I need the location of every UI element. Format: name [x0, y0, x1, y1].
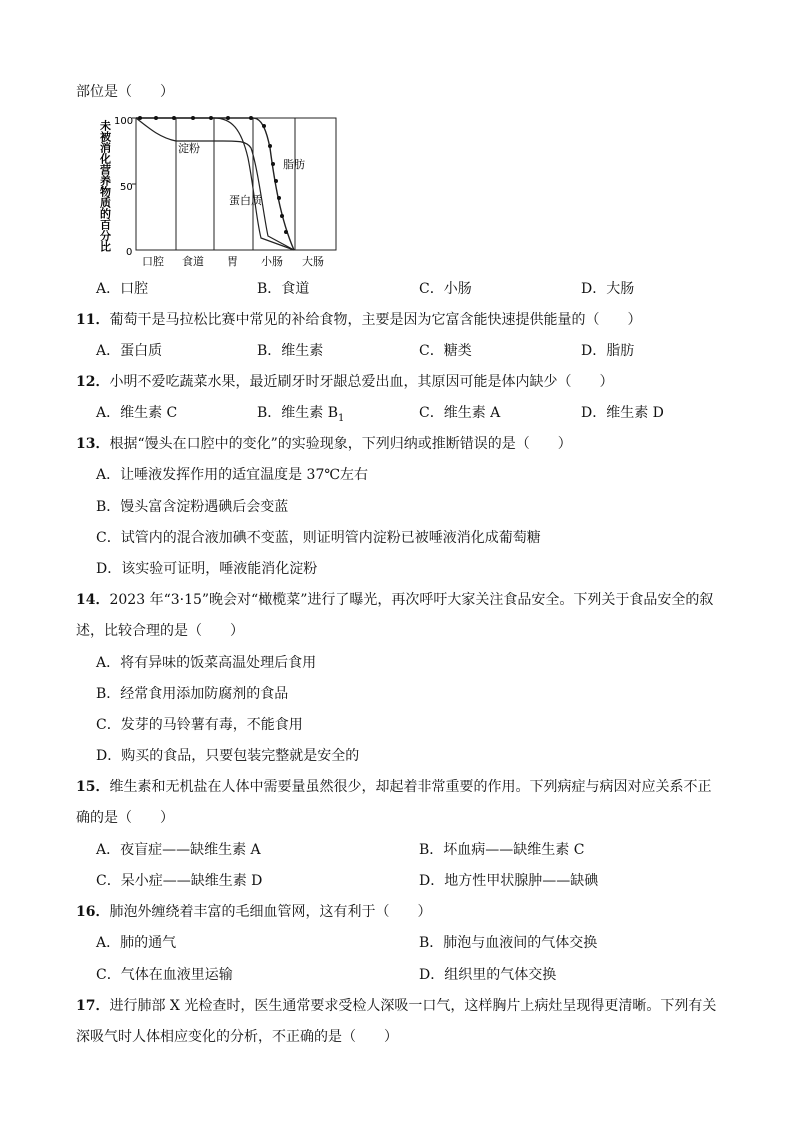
- q15-option-b: B．坏血病——缺维生素 C: [419, 842, 585, 858]
- q14-option-d: D．购买的食品，只要包装完整就是安全的: [96, 748, 360, 764]
- q14-option-a: A．将有异味的饭菜高温处理后食用: [96, 655, 317, 671]
- xlabel-esophagus: 食道: [182, 255, 204, 268]
- q15-stem: 15．维生素和无机盐在人体中需要量虽然很少，却起着非常重要的作用。下列病症与病因对应关系不正: [76, 779, 712, 795]
- q12-option-c: C．维生素 A: [419, 405, 501, 421]
- protein-curve: [136, 118, 294, 250]
- q11-stem: 11．葡萄干是马拉松比赛中常见的补给食物，主要是因为它富含能快速提供能量的（ ）: [76, 312, 642, 328]
- q12-option-d: D．维生素 D: [581, 405, 664, 421]
- q12-stem: 12．小明不爱吃蔬菜水果，最近刷牙时牙龈总爱出血，其原因可能是体内缺少（ ）: [76, 374, 614, 390]
- q10-option-a: A．口腔: [96, 281, 149, 297]
- q10-stem-tail: 部位是（ ）: [76, 84, 174, 100]
- q11-option-d: D．脂肪: [581, 343, 635, 359]
- q14-option-c: C．发芽的马铃薯有毒，不能食用: [96, 717, 303, 733]
- label-starch: 淀粉: [178, 142, 200, 155]
- q16-stem: 16．肺泡外缠绕着丰富的毛细血管网，这有利于（ ）: [76, 904, 432, 920]
- q13-stem: 13．根据“馒头在口腔中的变化”的实验现象，下列归纳或推断错误的是（ ）: [76, 436, 572, 452]
- fat-curve: [136, 118, 294, 250]
- label-fat: 脂肪: [283, 158, 305, 171]
- chart-ylabel: 未被消化营养物质的百分比: [98, 120, 112, 252]
- q11-option-c: C．糖类: [419, 343, 472, 359]
- ytick-0: 0: [126, 247, 133, 258]
- digestion-chart: [96, 108, 346, 270]
- q13-option-d: D．该实验可证明，唾液能消化淀粉: [96, 561, 318, 577]
- q14-option-b: B．经常食用添加防腐剂的食品: [96, 686, 289, 702]
- ytick-100: 100: [114, 116, 134, 127]
- q15-option-c: C．呆小症——缺维生素 D: [96, 873, 263, 889]
- q10-option-d: D．大肠: [581, 281, 635, 297]
- q17-stem: 17．进行肺部 X 光检查时，医生通常要求受检人深吸一口气，这样胸片上病灶呈现得更清晰。下列有关: [76, 998, 717, 1014]
- q16-option-a: A．肺的通气: [96, 935, 177, 951]
- q11-option-b: B．维生素: [257, 343, 324, 359]
- xlabel-mouth: 口腔: [142, 255, 164, 268]
- q13-option-b: B．馒头富含淀粉遇碘后会变蓝: [96, 499, 289, 515]
- xlabel-stomach: 胃: [227, 255, 238, 268]
- q15-stem-cont: 确的是（ ）: [76, 810, 174, 826]
- q12-option-a: A．维生素 C: [96, 405, 178, 421]
- q13-option-c: C．试管内的混合液加碘不变蓝，则证明管内淀粉已被唾液消化成葡萄糖: [96, 530, 541, 546]
- q11-option-a: A．蛋白质: [96, 343, 163, 359]
- starch-curve: [136, 118, 294, 250]
- q15-option-d: D．地方性甲状腺肿——缺碘: [419, 873, 599, 889]
- fat-curve-points: [138, 116, 288, 234]
- q14-stem: 14．2023 年“3·15”晚会对“橄榄菜”进行了曝光，再次呼吁大家关注食品安全。下列关于食品安全的叙: [76, 592, 714, 608]
- ytick-50: 50: [120, 182, 133, 193]
- q16-option-d: D．组织里的气体交换: [419, 967, 557, 983]
- q12-option-b: B．维生素 $B_1$: [257, 405, 345, 424]
- q10-option-b: B．食道: [257, 281, 310, 297]
- q13-option-a: A．让唾液发挥作用的适宜温度是 37℃左右: [96, 467, 369, 483]
- q16-option-c: C．气体在血液里运输: [96, 967, 233, 983]
- q10-option-c: C．小肠: [419, 281, 472, 297]
- xlabel-small-intestine: 小肠: [261, 255, 283, 268]
- q15-option-a: A．夜盲症——缺维生素 A: [96, 842, 261, 858]
- q16-option-b: B．肺泡与血液间的气体交换: [419, 935, 598, 951]
- q17-stem-cont: 深吸气时人体相应变化的分析，不正确的是（ ）: [76, 1029, 398, 1045]
- q14-stem-cont: 述，比较合理的是（ ）: [76, 623, 244, 639]
- label-protein: 蛋白质: [229, 194, 262, 207]
- xlabel-large-intestine: 大肠: [302, 255, 324, 268]
